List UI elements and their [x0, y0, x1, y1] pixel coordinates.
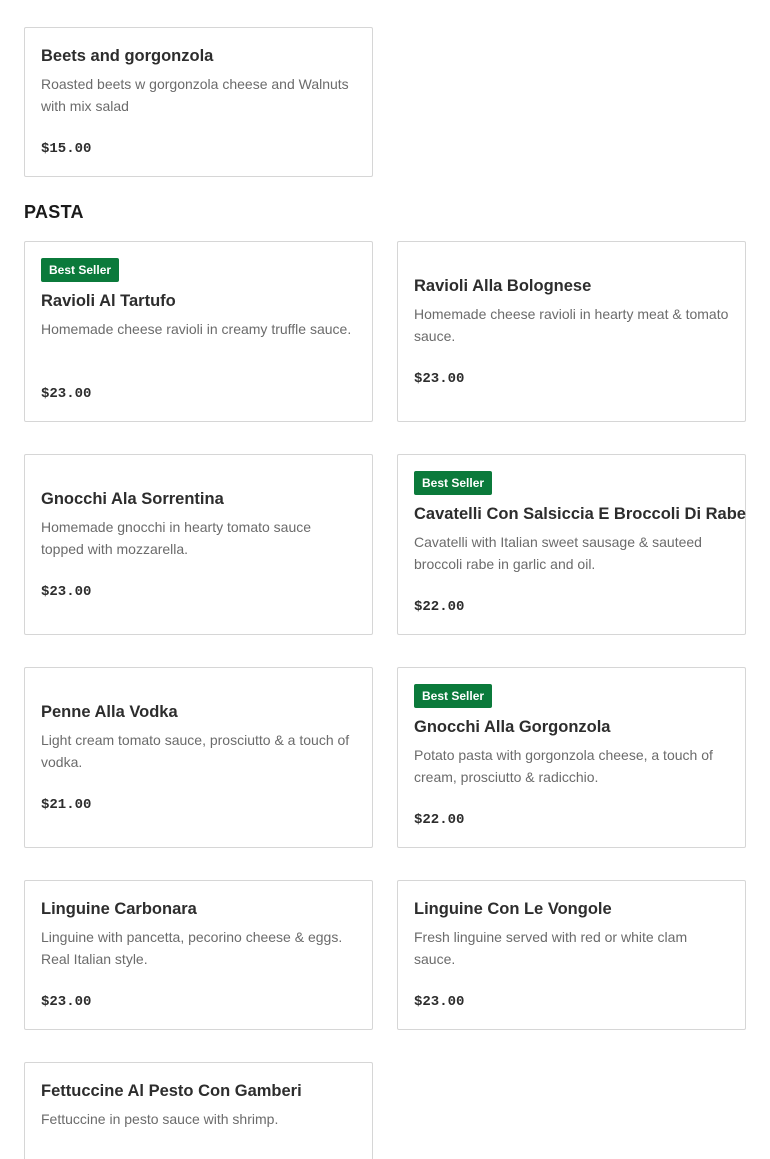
menu-item-card[interactable]	[397, 880, 746, 1030]
best-seller-badge: Best Seller	[414, 684, 492, 708]
item-description: Homemade cheese ravioli in creamy truffle sauce.	[41, 321, 352, 337]
item-price: $23.00	[414, 371, 465, 387]
item-name: Ravioli Alla Bolognese	[414, 277, 592, 295]
item-name: Ravioli Al Tartufo	[41, 292, 176, 310]
item-name: Beets and gorgonzola	[41, 47, 214, 65]
item-price: $23.00	[41, 994, 92, 1010]
item-name: Gnocchi Ala Sorrentina	[41, 490, 224, 508]
item-description: Light cream tomato sauce, prosciutto & a touch of vodka.	[41, 732, 350, 770]
item-name: Cavatelli Con Salsiccia E Broccoli Di Rabe	[414, 505, 746, 523]
menu-item-card[interactable]	[397, 454, 746, 635]
section-title: PASTA	[24, 202, 84, 222]
menu-item-card[interactable]	[397, 667, 746, 848]
menu-item-card[interactable]	[24, 454, 373, 635]
item-price: $22.00	[414, 599, 465, 615]
item-price: $21.00	[41, 797, 92, 813]
item-description: Roasted beets w gorgonzola cheese and Walnuts with mix salad	[41, 76, 349, 114]
item-price: $22.00	[414, 812, 465, 828]
best-seller-badge: Best Seller	[414, 471, 492, 495]
item-description: Homemade cheese ravioli in hearty meat & tomato sauce.	[414, 306, 729, 344]
best-seller-badge: Best Seller	[41, 258, 119, 282]
item-description: Cavatelli with Italian sweet sausage & sauteed broccoli rabe in garlic and oil.	[414, 534, 702, 572]
item-price: $23.00	[414, 994, 465, 1010]
item-name: Fettuccine Al Pesto Con Gamberi	[41, 1082, 302, 1100]
item-price: $15.00	[41, 141, 92, 157]
item-description: Fresh linguine served with red or white clam sauce.	[414, 929, 688, 967]
menu-item-card[interactable]	[397, 241, 746, 422]
menu-item-card[interactable]	[24, 1062, 373, 1159]
item-price: $23.00	[41, 584, 92, 600]
menu-item-card[interactable]	[24, 27, 373, 177]
item-description: Linguine with pancetta, pecorino cheese & eggs. Real Italian style.	[41, 929, 343, 967]
item-description: Homemade gnocchi in hearty tomato sauce topped with mozzarella.	[41, 519, 312, 557]
menu-item-card[interactable]	[24, 667, 373, 848]
item-description: Potato pasta with gorgonzola cheese, a touch of cream, prosciutto & radicchio.	[414, 747, 713, 785]
item-description: Fettuccine in pesto sauce with shrimp.	[41, 1111, 279, 1127]
item-name: Linguine Con Le Vongole	[414, 900, 612, 918]
item-price: $23.00	[41, 386, 92, 402]
menu-item-card[interactable]	[24, 241, 373, 422]
item-name: Penne Alla Vodka	[41, 703, 178, 721]
menu-item-card[interactable]	[24, 880, 373, 1030]
item-name: Gnocchi Alla Gorgonzola	[414, 718, 611, 736]
item-name: Linguine Carbonara	[41, 900, 197, 918]
